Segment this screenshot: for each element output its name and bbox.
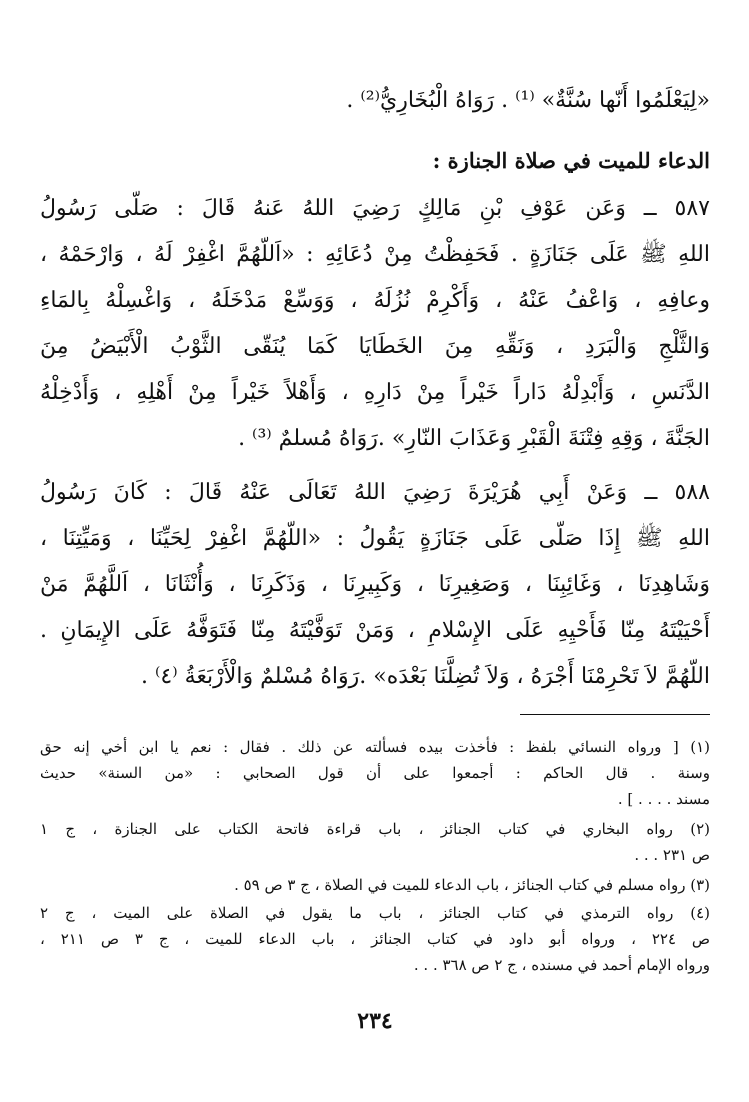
hadith-588-line-2: اللهِ ﷺ إِذَا صَلّى عَلَى جَنَازَةٍ يَقُولُ : «اللّهُمَّ اغْفِرْ لِحَيِّنَا ، وَمَيِّتِنَا ، <box>40 526 710 551</box>
footnote-line: ص ٢٢٤ ، ورواه أبو داود في كتاب الجنائز ، باب الدعاء للميت ، ج ٣ ص ٢١١ ، <box>40 930 710 948</box>
hadith-587-line-4: وَالثَّلْجِ وَالْبَرَدِ ، وَنَقِّهِ مِنَ الخَطَايَا كَمَا يُنَقّى الثَّوْبُ الْأَبْيَضُ مِنَ <box>40 334 710 359</box>
footnote-line: ورواه الإمام أحمد في مسنده ، ج ٢ ص ٣٦٨ . . . <box>413 956 710 974</box>
hadith-588-line-3: وَشَاهِدِنَا ، وَغَائِبِنَا ، وَصَغِيرِنَا ، وَكَبِيرِنَا ، وَذَكَرِنَا ، وَأُنْثَانَا ، اَللَّهُمَّ مَنْ <box>40 572 710 597</box>
hadith-587-line-5: الدَّنَسِ ، وَأَبْدِلْهُ دَاراً خَيْراً مِنْ دَارِهِ ، وَأَهْلاً خَيْراً مِنْ أَهْلِهِ ، وَأَدْخِلْهُ <box>40 380 710 405</box>
book-page <box>40 70 710 1080</box>
hadith-587-line-2: اللهِ ﷺ عَلَى جَنَازَةٍ . فَحَفِظْتُ مِنْ دُعَائِهِ : «اَللّهُمَّ اغْفِرْ لَهُ ، وَارْحَمْهُ ، <box>40 242 710 267</box>
hadith-588-line-1: ٥٨٨ ــ وَعَنْ أَبِي هُرَيْرَةَ رَضِيَ اللهُ تَعَالَى عَنْهُ قَالَ : كَانَ رَسُولُ <box>40 480 710 505</box>
footnote-line: ص ٢٣١ . . . <box>634 846 710 864</box>
hadith-588-line-5: اللّهُمَّ لاَ تَحْرِمْنَا أَجْرَهُ ، وَلاَ تُضِلَّنَا بَعْدَه» .رَوَاهُ مُسْلمٌ وَالْأَرْبَعَةُ ⁽٤⁾ . <box>141 664 710 689</box>
footnote-line: وسنة . قال الحاكم : أجمعوا على أن قول الصحابي : «من السنة» حديث <box>40 764 710 782</box>
footnote-line: مسند . . . . ] . <box>617 790 710 808</box>
footnote-separator <box>520 714 710 715</box>
hadith-587-line-6: الجَنَّةَ ، وَقِهِ فِتْنَةَ الْقَبْرِ وَعَذَابَ النّارِ» .رَوَاهُ مُسلمٌ ⁽³⁾ . <box>238 426 710 451</box>
footnote-line: (٤) رواه الترمذي في كتاب الجنائز ، باب ما يقول في الصلاة على الميت ، ج ٢ <box>40 904 710 922</box>
hadith-587-line-3: وعافِهِ ، وَاعْفُ عَنْهُ ، وَأَكْرِمْ نُزُلَهُ ، وَوَسِّعْ مَدْخَلَهُ ، وَاغْسِلْهُ بِالمَاءِ <box>40 288 710 313</box>
page-number: ٢٣٤ <box>357 1008 393 1034</box>
footnote-line: (٢) رواه البخاري في كتاب الجنائز ، باب قراءة فاتحة الكتاب على الجنازة ، ج ١ <box>40 820 710 838</box>
hadith-587-line-1: ٥٨٧ ــ وَعَن عَوْفِ بْنِ مَالِكٍ رَضِيَ اللهُ عَنهُ قَالَ : صَلّى رَسُولُ <box>40 196 710 221</box>
intro-line: «لِيَعْلَمُوا أَنّها سُنَّةٌ» ⁽¹⁾ . رَوَاهُ الْبُخَارِيُّ⁽²⁾ . <box>346 88 710 113</box>
footnote-line: (١) [ ورواه النسائي بلفظ : فأخذت بيده فسألته عن ذلك . فقال : نعم يا ابن أخي إنه حق <box>40 738 710 756</box>
hadith-588-line-4: أَحْيَيْتَهُ مِنّا فَأَحْيِهِ عَلَى الإِسْلامِ ، وَمَنْ تَوَفَّيْتَهُ مِنّا فَتَوَفَّهُ عَلَى الإِيمَانِ . <box>40 618 710 643</box>
footnote-line: (٣) رواه مسلم في كتاب الجنائز ، باب الدعاء للميت في الصلاة ، ج ٣ ص ٥٩ . <box>234 876 710 894</box>
section-heading: الدعاء للميت في صلاة الجنازة : <box>432 148 710 173</box>
